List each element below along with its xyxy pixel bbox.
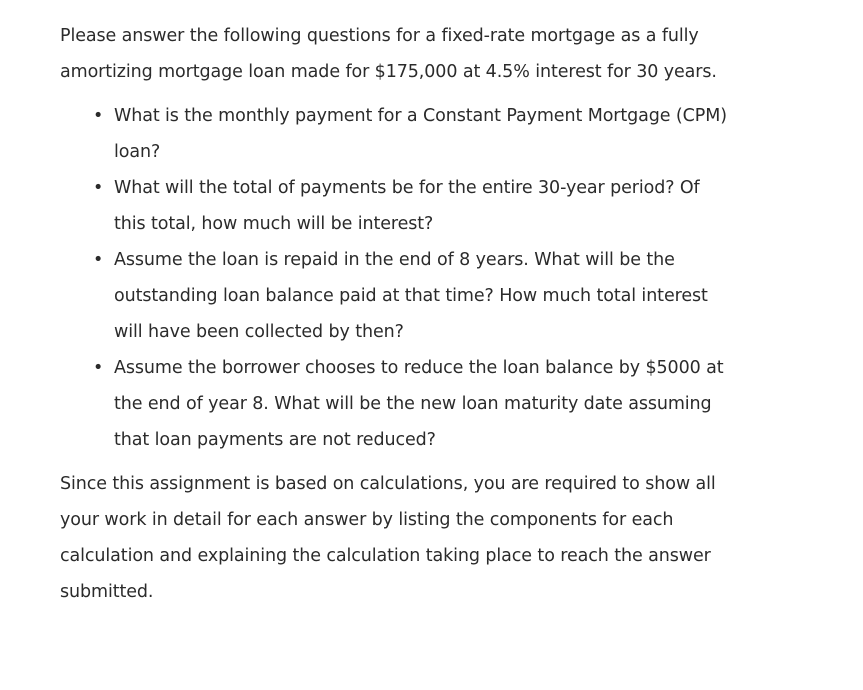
question-text: Assume the loan is repaid in the end of 8 years. What will be the outstanding loan balance paid at that time? How much total interest will have been collected by then?	[114, 250, 708, 342]
bullet-icon: •	[93, 106, 104, 126]
bullet-icon: •	[93, 178, 104, 198]
question-item	[93, 170, 734, 242]
question-list	[60, 98, 750, 458]
intro-paragraph: Please answer the following questions for a fixed-rate mortgage as a fully amortizing mortgage loan made for $175,000 at 4.5% interest for 30 years.	[60, 26, 717, 82]
question-item	[93, 350, 734, 458]
question-text: What will the total of payments be for the entire 30-year period? Of this total, how much will be interest?	[114, 178, 700, 234]
question-text: Assume the borrower chooses to reduce the loan balance by $5000 at the end of year 8. What will be the new loan maturity date assuming that loan payments are not reduced?	[114, 358, 724, 450]
bullet-icon: •	[93, 250, 104, 270]
instructions-paragraph: Since this assignment is based on calculations, you are required to show all your work in detail for each answer by listing the components for each calculation and explaining the calculation taking place to reach the answer submitted.	[60, 474, 716, 602]
question-text: What is the monthly payment for a Constant Payment Mortgage (CPM) loan?	[114, 106, 727, 162]
assignment-text	[60, 18, 750, 610]
bullet-icon: •	[93, 358, 104, 378]
question-item	[93, 98, 734, 170]
question-item	[93, 242, 734, 350]
